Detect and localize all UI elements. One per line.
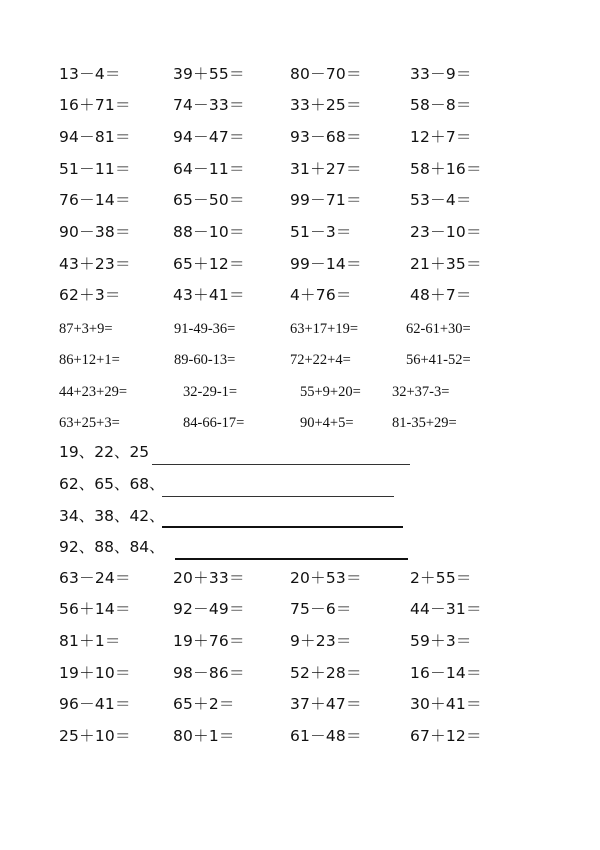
problem: 23－10＝ — [410, 223, 482, 241]
problem-row — [0, 694, 600, 725]
problem: 65－50＝ — [173, 191, 245, 209]
answer-line[interactable] — [162, 496, 394, 497]
problem: 58＋16＝ — [410, 160, 482, 178]
problem: 92－49＝ — [173, 600, 245, 618]
problem: 13－4＝ — [59, 65, 121, 83]
problem: 48＋7＝ — [410, 286, 472, 304]
problem: 2＋55＝ — [410, 569, 472, 587]
problem: 81＋1＝ — [59, 632, 121, 650]
problem: 63+25+3= — [59, 415, 120, 431]
problem: 32-29-1= — [183, 384, 238, 400]
problem: 56+41-52= — [406, 352, 471, 368]
problem: 93－68＝ — [290, 128, 362, 146]
problem: 90+4+5= — [300, 415, 354, 431]
problem: 56＋14＝ — [59, 600, 131, 618]
problem-row — [0, 319, 600, 350]
problem-row — [0, 726, 600, 757]
problem: 94－81＝ — [59, 128, 131, 146]
problem: 52＋28＝ — [290, 664, 362, 682]
problem: 43＋23＝ — [59, 255, 131, 273]
problem: 19＋76＝ — [173, 632, 245, 650]
problem-row — [0, 64, 600, 95]
problem-row — [0, 350, 600, 381]
problem: 4＋76＝ — [290, 286, 352, 304]
problem: 76－14＝ — [59, 191, 131, 209]
problem: 44－31＝ — [410, 600, 482, 618]
problem: 30＋41＝ — [410, 695, 482, 713]
problem: 74－33＝ — [173, 96, 245, 114]
problem: 81-35+29= — [392, 415, 457, 431]
problem: 32+37-3= — [392, 384, 450, 400]
problem-row — [0, 631, 600, 662]
answer-line[interactable] — [175, 558, 408, 560]
problem: 19＋10＝ — [59, 664, 131, 682]
problem: 51－3＝ — [290, 223, 352, 241]
problem: 63+17+19= — [290, 321, 359, 337]
problem: 39＋55＝ — [173, 65, 245, 83]
problem: 88－10＝ — [173, 223, 245, 241]
answer-line[interactable] — [152, 464, 410, 465]
problem: 62＋3＝ — [59, 286, 121, 304]
problem: 33＋25＝ — [290, 96, 362, 114]
problem: 53－4＝ — [410, 191, 472, 209]
problem: 86+12+1= — [59, 352, 120, 368]
problem: 59＋3＝ — [410, 632, 472, 650]
problem: 98－86＝ — [173, 664, 245, 682]
problem-row — [0, 127, 600, 158]
problem: 80－70＝ — [290, 65, 362, 83]
problem: 55+9+20= — [300, 384, 361, 400]
problem: 21＋35＝ — [410, 255, 482, 273]
problem: 65＋12＝ — [173, 255, 245, 273]
problem: 9＋23＝ — [290, 632, 352, 650]
sequence-label: 19、22、25 — [59, 443, 150, 461]
problem-row — [0, 568, 600, 599]
problem: 90－38＝ — [59, 223, 131, 241]
problem-row — [0, 285, 600, 316]
problem: 33－9＝ — [410, 65, 472, 83]
problem: 20＋33＝ — [173, 569, 245, 587]
problem: 63－24＝ — [59, 569, 131, 587]
problem: 20＋53＝ — [290, 569, 362, 587]
problem: 87+3+9= — [59, 321, 113, 337]
problem: 89-60-13= — [174, 352, 236, 368]
problem: 51－11＝ — [59, 160, 131, 178]
problem: 91-49-36= — [174, 321, 236, 337]
sequence-label: 34、38、42、 — [59, 507, 165, 525]
problem-row — [0, 190, 600, 221]
problem: 96－41＝ — [59, 695, 131, 713]
problem: 12＋7＝ — [410, 128, 472, 146]
problem: 16＋71＝ — [59, 96, 131, 114]
problem: 61－48＝ — [290, 727, 362, 745]
problem-row — [0, 382, 600, 413]
sequence-label: 62、65、68、 — [59, 475, 165, 493]
problem: 99－14＝ — [290, 255, 362, 273]
problem: 99－71＝ — [290, 191, 362, 209]
problem: 80＋1＝ — [173, 727, 235, 745]
problem-row — [0, 254, 600, 285]
problem-row — [0, 413, 600, 444]
problem: 72+22+4= — [290, 352, 351, 368]
problem: 31＋27＝ — [290, 160, 362, 178]
problem: 65＋2＝ — [173, 695, 235, 713]
problem-row — [0, 222, 600, 253]
problem-row — [0, 663, 600, 694]
sequence-label: 92、88、84、 — [59, 538, 165, 556]
problem: 43＋41＝ — [173, 286, 245, 304]
problem: 84-66-17= — [183, 415, 245, 431]
problem: 44+23+29= — [59, 384, 128, 400]
problem: 16－14＝ — [410, 664, 482, 682]
problem-row — [0, 159, 600, 190]
problem: 75－6＝ — [290, 600, 352, 618]
problem: 62-61+30= — [406, 321, 471, 337]
problem: 25＋10＝ — [59, 727, 131, 745]
problem: 58－8＝ — [410, 96, 472, 114]
problem: 37＋47＝ — [290, 695, 362, 713]
problem-row — [0, 95, 600, 126]
answer-line[interactable] — [162, 526, 403, 528]
problem: 94－47＝ — [173, 128, 245, 146]
problem: 64－11＝ — [173, 160, 245, 178]
problem: 67＋12＝ — [410, 727, 482, 745]
problem-row — [0, 599, 600, 630]
